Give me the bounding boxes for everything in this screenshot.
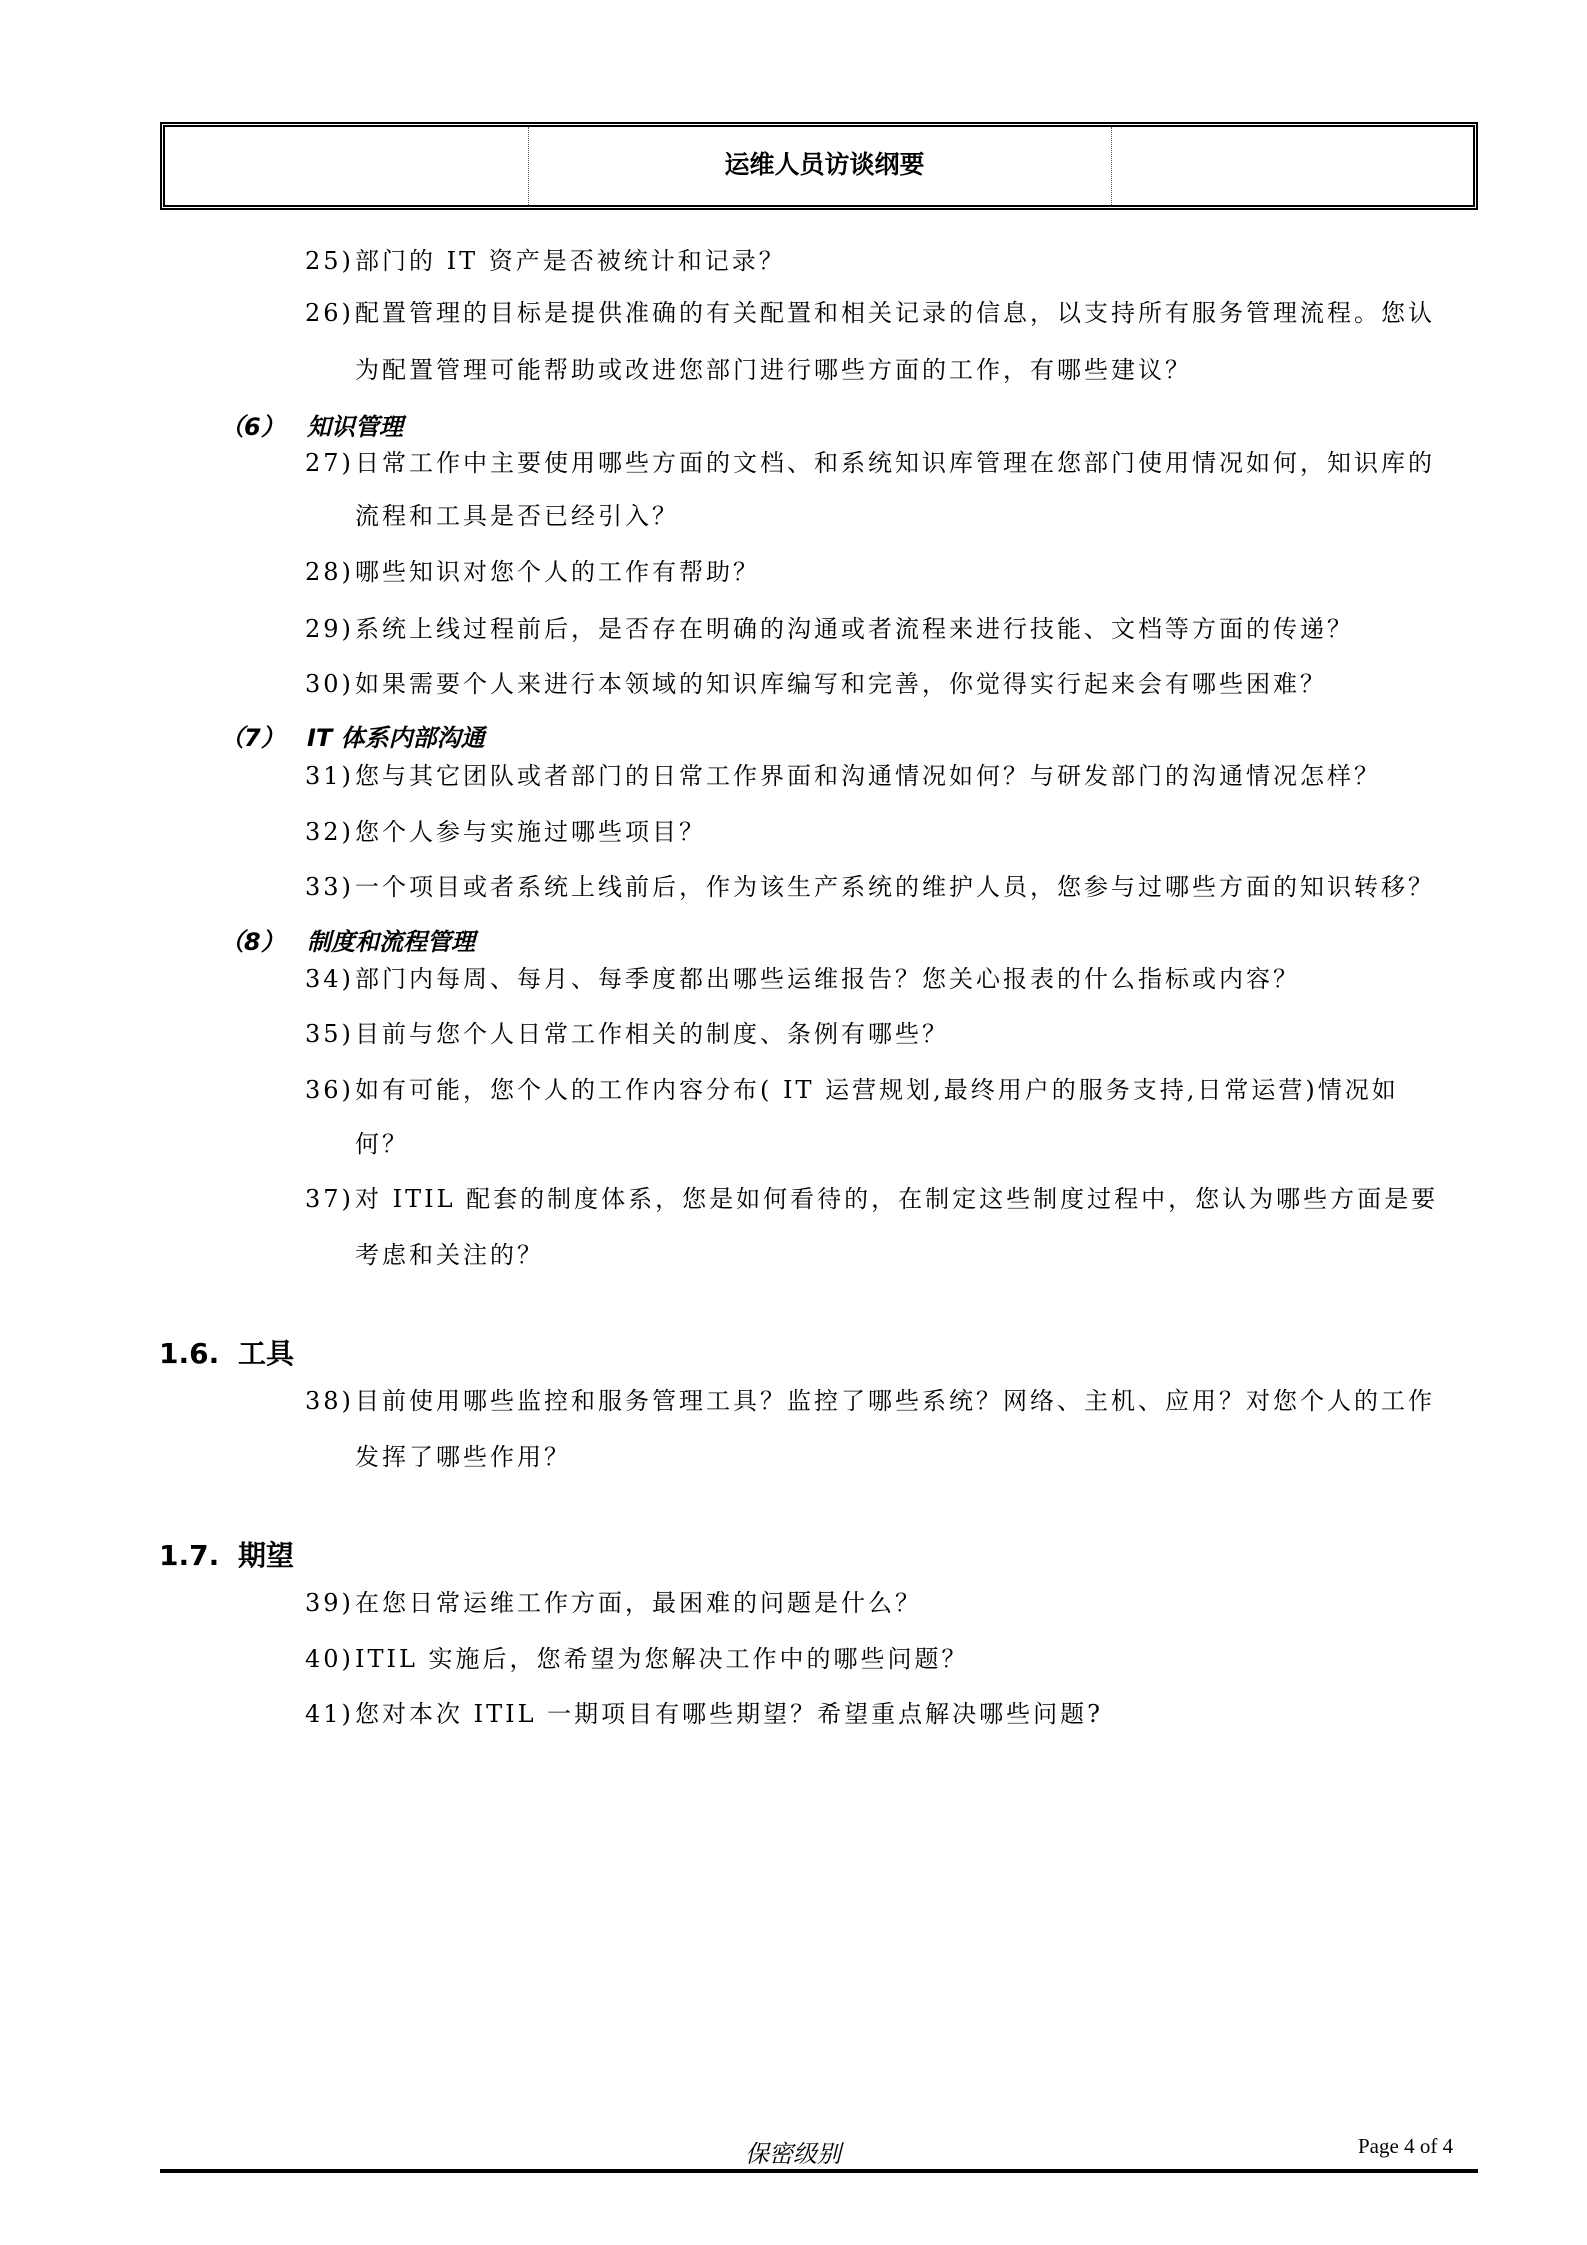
item-number: 26): [305, 299, 354, 327]
item-number: 33): [305, 873, 354, 901]
item-text: 如果需要个人来进行本领域的知识库编写和完善，你觉得实行起来会有哪些困难？: [355, 670, 1327, 698]
item-text: 部门内每周、每月、每季度都出哪些运维报告？您关心报表的什么指标或内容？: [355, 965, 1300, 993]
document-title: 运维人员访谈纲要: [724, 150, 925, 179]
item-text: 部门的 IT 资产是否被统计和记录？: [355, 247, 786, 275]
item-text: 考虑和关注的？: [355, 1241, 544, 1269]
item-text: 发挥了哪些作用？: [355, 1443, 571, 1471]
item-text: 您与其它团队或者部门的日常工作界面和沟通情况如何？与研发部门的沟通情况怎样？: [355, 762, 1381, 790]
item-text: 目前使用哪些监控和服务管理工具？监控了哪些系统？网络、主机、应用？对您个人的工作: [355, 1387, 1435, 1415]
item-text: 日常工作中主要使用哪些方面的文档、和系统知识库管理在您部门使用情况如何，知识库的: [355, 449, 1435, 477]
footer-page-number: Page 4 of 4: [1358, 2134, 1454, 2158]
subsection-number: （6）: [220, 413, 285, 441]
section-heading: 工具: [238, 1337, 295, 1370]
subsection-heading: 知识管理: [307, 413, 403, 441]
item-number: 35): [305, 1020, 354, 1048]
item-number: 40): [305, 1645, 354, 1673]
item-text: ITIL 实施后，您希望为您解决工作中的哪些问题？: [355, 1645, 969, 1673]
item-text: 您个人参与实施过哪些项目？: [355, 818, 706, 846]
item-number: 34): [305, 965, 354, 993]
item-number: 32): [305, 818, 354, 846]
item-number: 27): [305, 449, 354, 477]
item-text: 一个项目或者系统上线前后，作为该生产系统的维护人员，您参与过哪些方面的知识转移？: [355, 873, 1435, 901]
item-number: 41): [305, 1700, 354, 1728]
item-number: 25): [305, 247, 354, 275]
section-number: 1.6.: [159, 1337, 220, 1370]
item-text: 流程和工具是否已经引入？: [355, 502, 679, 530]
item-text: 何？: [355, 1130, 409, 1158]
item-text: 为配置管理可能帮助或改进您部门进行哪些方面的工作，有哪些建议？: [355, 356, 1192, 384]
item-text: 哪些知识对您个人的工作有帮助？: [355, 558, 760, 586]
item-text: 配置管理的目标是提供准确的有关配置和相关记录的信息，以支持所有服务管理流程。您认: [355, 299, 1435, 327]
header-divider: [528, 127, 529, 205]
subsection-heading: 制度和流程管理: [307, 928, 475, 956]
subsection-heading: IT 体系内部沟通: [307, 724, 485, 752]
item-text: 您对本次 ITIL 一期项目有哪些期望？希望重点解决哪些问题?: [355, 1700, 1104, 1728]
footer-classification: 保密级别: [745, 2142, 841, 2168]
section-number: 1.7.: [159, 1539, 220, 1572]
subsection-number: （8）: [220, 928, 285, 956]
item-number: 36): [305, 1076, 354, 1104]
item-number: 31): [305, 762, 354, 790]
page-header: [160, 122, 1478, 210]
item-text: 在您日常运维工作方面，最困难的问题是什么？: [355, 1589, 922, 1617]
item-number: 38): [305, 1387, 354, 1415]
subsection-number: （7）: [220, 724, 285, 752]
item-text: 对 ITIL 配套的制度体系，您是如何看待的，在制定这些制度过程中，您认为哪些方面是要: [355, 1185, 1439, 1213]
section-heading: 期望: [238, 1539, 295, 1572]
item-number: 30): [305, 670, 354, 698]
item-text: 如有可能，您个人的工作内容分布( IT 运营规划,最终用户的服务支持,日常运营)情况如: [355, 1076, 1399, 1104]
item-number: 29): [305, 615, 354, 643]
item-number: 37): [305, 1185, 354, 1213]
item-number: 28): [305, 558, 354, 586]
item-number: 39): [305, 1589, 354, 1617]
item-text: 目前与您个人日常工作相关的制度、条例有哪些？: [355, 1020, 949, 1048]
footer-rule: [160, 2169, 1478, 2173]
item-text: 系统上线过程前后，是否存在明确的沟通或者流程来进行技能、文档等方面的传递？: [355, 615, 1354, 643]
